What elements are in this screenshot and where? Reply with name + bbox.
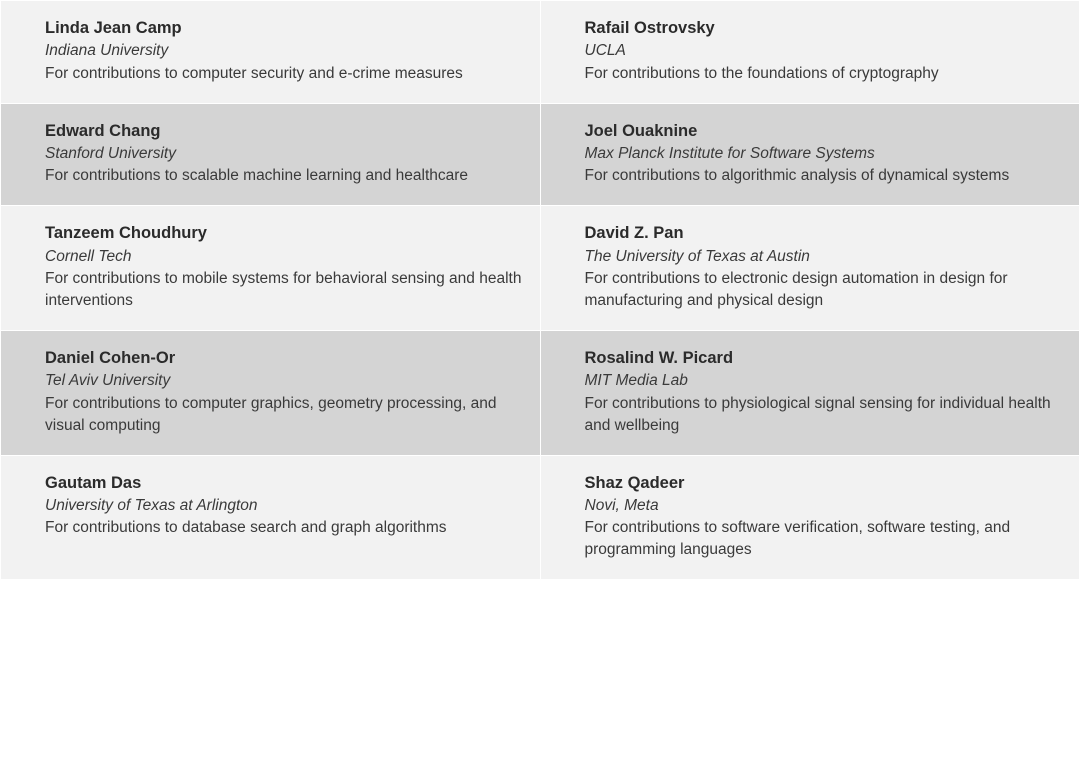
- honoree-affiliation: UCLA: [584, 42, 626, 60]
- honoree-name: Shaz Qadeer: [584, 473, 685, 492]
- honoree-citation: For contributions to computer graphics, geometry processing, and visual computing: [45, 394, 497, 434]
- honoree-citation: For contributions to the foundations of cryptography: [584, 64, 939, 82]
- honoree-name: Daniel Cohen-Or: [45, 348, 176, 367]
- honoree-cell: [540, 206, 1080, 331]
- honoree-citation: For contributions to algorithmic analysis of dynamical systems: [584, 167, 1010, 185]
- honoree-cell: [540, 330, 1080, 455]
- honoree-cell: [540, 103, 1080, 206]
- honoree-citation: For contributions to scalable machine learning and healthcare: [45, 167, 469, 185]
- honoree-citation: For contributions to database search and graph algorithms: [45, 519, 447, 537]
- honoree-affiliation: The University of Texas at Austin: [584, 247, 810, 265]
- honoree-cell: [1, 103, 541, 206]
- honoree-cell: [1, 455, 541, 580]
- honoree-cell: [1, 330, 541, 455]
- honoree-affiliation: Cornell Tech: [45, 247, 132, 265]
- honoree-name: Joel Ouaknine: [584, 121, 698, 140]
- honoree-citation: For contributions to software verification, software testing, and programming languages: [584, 519, 1011, 559]
- honoree-citation: For contributions to electronic design automation in design for manufacturing and physical design: [584, 269, 1008, 309]
- honoree-name: Linda Jean Camp: [45, 19, 182, 37]
- honoree-name: Tanzeem Choudhury: [45, 224, 207, 243]
- honorees-table-body: [1, 1, 1080, 580]
- honoree-affiliation: Max Planck Institute for Software Systems: [584, 144, 875, 162]
- honoree-affiliation: University of Texas at Arlington: [45, 496, 258, 514]
- table-row: [1, 1, 1080, 104]
- honoree-name: Edward Chang: [45, 121, 161, 140]
- table-row: [1, 330, 1080, 455]
- honoree-name: Rosalind W. Picard: [584, 348, 734, 367]
- honoree-affiliation: Stanford University: [45, 144, 176, 162]
- honoree-citation: For contributions to mobile systems for behavioral sensing and health interventions: [45, 269, 522, 309]
- honoree-affiliation: Tel Aviv University: [45, 372, 171, 390]
- table-row: [1, 103, 1080, 206]
- honoree-affiliation: MIT Media Lab: [584, 372, 688, 390]
- honoree-name: Gautam Das: [45, 473, 142, 492]
- table-row: [1, 206, 1080, 331]
- honoree-affiliation: Indiana University: [45, 42, 169, 60]
- honoree-cell: [540, 1, 1080, 104]
- honoree-name: Rafail Ostrovsky: [584, 19, 715, 37]
- honoree-affiliation: Novi, Meta: [584, 496, 659, 514]
- honoree-cell: [540, 455, 1080, 580]
- honoree-cell: [1, 1, 541, 104]
- honoree-name: David Z. Pan: [584, 224, 684, 243]
- honoree-citation: For contributions to computer security and e-crime measures: [45, 64, 463, 82]
- honoree-citation: For contributions to physiological signal sensing for individual health and wellbeing: [584, 394, 1051, 434]
- table-row: [1, 455, 1080, 580]
- honoree-cell: [1, 206, 541, 331]
